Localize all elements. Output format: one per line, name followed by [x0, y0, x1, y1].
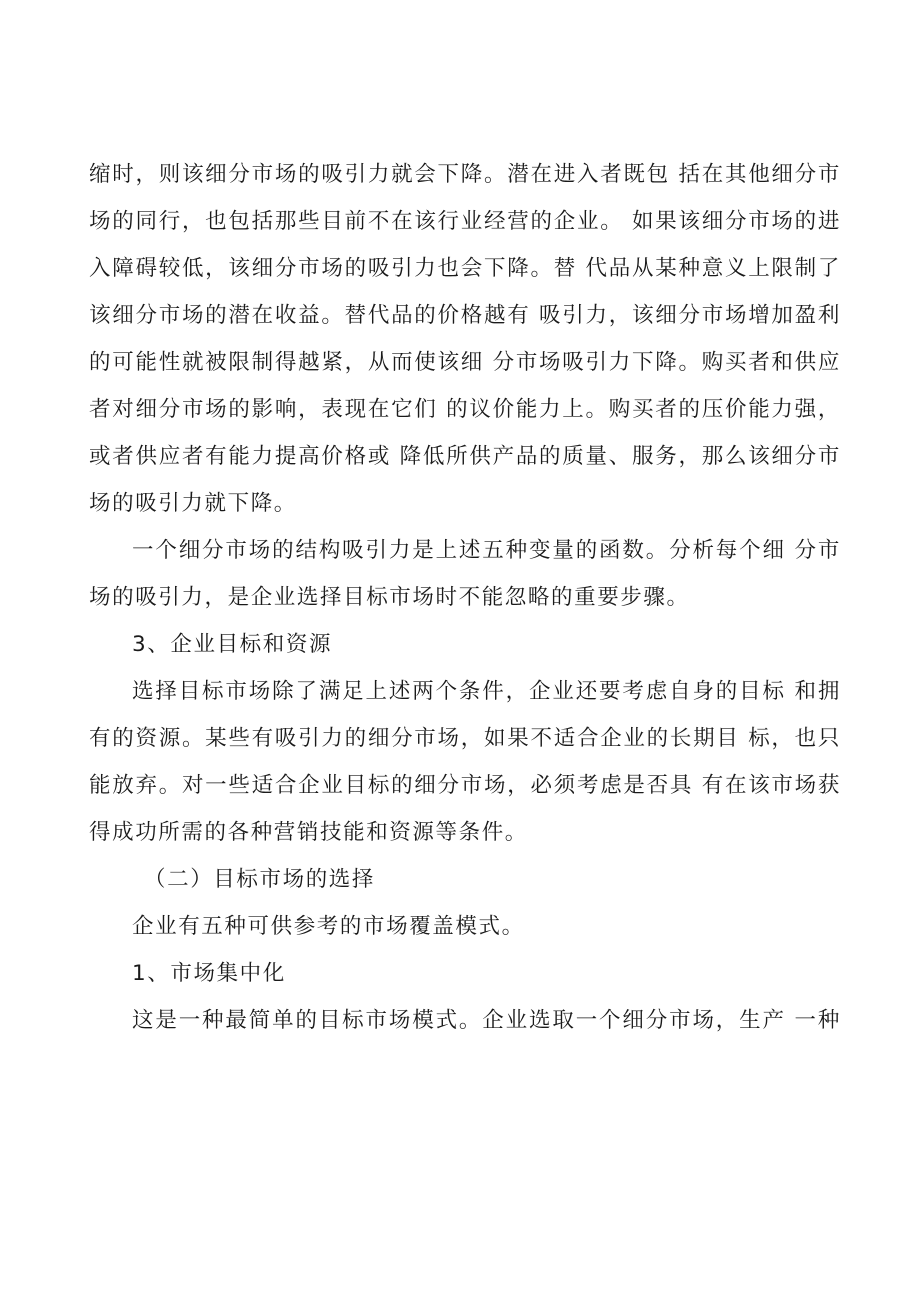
text-line: 入障碍较低，该细分市场的吸引力也会下降。替 代品从某种意义上限制了 — [89, 256, 841, 281]
paragraph-structure-attractiveness — [89, 527, 841, 621]
text-line: 场的吸引力就下降。 — [89, 491, 297, 516]
text-line: 的可能性就被限制得越紧，从而使该细 分市场吸引力下降。购买者和供应 — [89, 350, 841, 375]
paragraph-goals-resources — [89, 668, 841, 856]
text-line: 场的吸引力，是企业选择目标市场时不能忽略的重要步骤。 — [89, 585, 690, 610]
text-line: 一个细分市场的结构吸引力是上述五种变量的函数。分析每个细 分市 — [132, 538, 841, 563]
section-heading-3: 3、企业目标和资源 — [132, 632, 333, 657]
document-body — [89, 151, 841, 1044]
text-line: 场的同行，也包括那些目前不在该行业经营的企业。 如果该细分市场的进 — [89, 209, 841, 234]
text-line: 者对细分市场的影响，表现在它们 的议价能力上。购买者的压价能力强， — [89, 397, 841, 422]
paragraph-market-concentration: 这是一种最简单的目标市场模式。企业选取一个细分市场，生产 一种 — [132, 1008, 841, 1033]
text-line: 有的资源。某些有吸引力的细分市场，如果不适合企业的长期目 标，也只 — [89, 726, 841, 751]
text-line: 该细分市场的潜在收益。替代品的价格越有 吸引力，该细分市场增加盈利 — [89, 303, 841, 328]
text-line: 选择目标市场除了满足上述两个条件，企业还要考虑自身的目标 和拥 — [132, 679, 841, 704]
section-heading-1: 1、市场集中化 — [132, 961, 286, 986]
text-line: 得成功所需的各种营销技能和资源等条件。 — [89, 820, 528, 845]
section-heading-target-market: （二）目标市场的选择 — [144, 867, 376, 892]
text-line: 能放弃。对一些适合企业目标的细分市场，必须考虑是否具 有在该市场获 — [89, 773, 841, 798]
paragraph-continuation — [89, 151, 841, 527]
text-line: 或者供应者有能力提高价格或 降低所供产品的质量、服务，那么该细分市 — [89, 444, 841, 469]
text-line: 缩时，则该细分市场的吸引力就会下降。潜在进入者既包 括在其他细分市 — [89, 162, 841, 187]
paragraph-coverage-modes: 企业有五种可供参考的市场覆盖模式。 — [132, 914, 525, 939]
